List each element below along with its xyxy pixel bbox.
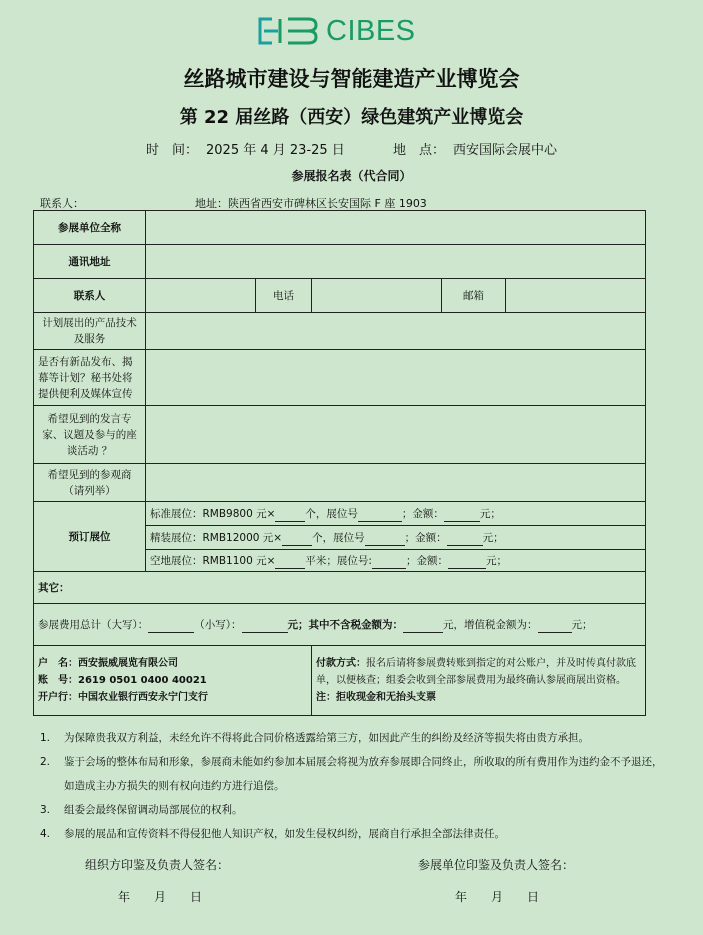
place-value: 西安国际会展中心 [452,143,557,158]
time-value: 2025 年 4 月 23-25 日 [206,143,345,158]
organizer-signature-label: 组织方印鉴及负责人签名： [85,858,230,872]
contact-label: 联系人： [40,197,84,210]
company-label: 参展单位全称 [34,211,146,245]
note-text: 参展的展品和宣传资料不得侵犯他人知识产权，如发生侵权纠纷，展商自行承担全部法律责任。 [64,828,505,840]
note-text: 为保障贵我双方利益，未经允许不得将此合同价格透露给第三方，如因此产生的纠纷及经济等损失将由贵方承担。 [64,732,589,744]
email-label: 邮箱 [442,279,506,313]
note-text: 组委会最终保留调动局部展位的权利。 [64,804,243,816]
email-field[interactable] [506,279,646,313]
registration-form [33,210,646,716]
booth-premium-amount[interactable] [447,533,483,546]
payment-label: 付款方式： [316,658,366,669]
payment-note: 注：拒收现金和无抬头支票 [316,692,436,703]
products-field[interactable] [146,313,646,350]
total-small-label: （小写）： [194,618,242,631]
visitors-field[interactable] [146,464,646,502]
list-item [40,726,670,750]
booth-premium-number[interactable] [365,533,405,546]
exhibitor-date: 年 月 日 [455,890,540,904]
booth-space-number[interactable] [372,556,406,569]
bank-label: 开户行： [38,692,78,703]
exhibitor-signature-label: 参展单位印鉴及负责人签名： [418,858,575,872]
contact-person-field[interactable] [146,279,256,313]
total-taxfree-field[interactable] [403,620,443,633]
company-field[interactable] [146,211,646,245]
note-text: 鉴于会场的整体布局和形象，参展商未能如约参加本届展会将视为放弃参展即合同终止，所收取的所有费用作为违约金不予退还，如造成主办方损失的则有权向违约方进行追偿。 [64,756,663,792]
total-uppercase-field[interactable] [148,620,194,633]
launch-field[interactable] [146,350,646,406]
booth-standard-text: 标准展位：RMB9800 元× [150,507,276,520]
organizer-date: 年 月 日 [118,890,203,904]
booth-premium-yuan: 元； [482,531,504,544]
address-label: 通讯地址 [34,245,146,279]
page-subtitle: 第 22 届丝路（西安）绿色建筑产业博览会 [179,107,524,128]
contact-person-label: 联系人 [34,279,146,313]
bank-name-label: 户 名： [38,658,78,669]
booth-space-qty[interactable] [275,556,305,569]
launch-label: 是否有新品发布、揭幕等计划？秘书处将提供便利及媒体宣传 [34,350,146,406]
booth-standard-amount[interactable] [444,509,480,522]
note-number: 4. [40,828,51,840]
visitors-label: 希望见到的参观商（请列举） [34,464,146,502]
speech-field[interactable] [146,406,646,464]
address-field[interactable] [146,245,646,279]
booking-label: 预订展位 [34,502,146,572]
booth-premium-qty[interactable] [282,533,312,546]
total-prefix: 参展费用总计（大写） [38,618,138,631]
list-item [40,798,670,822]
note-number: 2. [40,756,51,768]
products-label: 计划展出的产品技术及服务 [34,313,146,350]
terms-list [40,726,670,846]
bank-info [34,646,312,716]
list-item [40,750,670,798]
booth-standard-unit: 个，展位号 [305,507,358,520]
booth-premium-amount-label: ；金额： [404,531,447,544]
place-label: 地 点： [392,143,445,158]
speech-label: 希望见到的发言专家、议题及参与的座谈活动 ？ [34,406,146,464]
payment-info [312,646,646,716]
booth-standard-qty[interactable] [275,509,305,522]
booth-standard-number[interactable] [358,509,402,522]
other-label[interactable]: 其它： [34,572,646,604]
bank-branch: 中国农业银行西安永宁门支行 [78,692,208,703]
booth-space-row [146,550,646,572]
cibes-logo-icon [258,16,320,46]
total-tax-field[interactable] [538,620,572,633]
logo [258,14,416,48]
booth-space-amount[interactable] [448,556,486,569]
total-lowercase-field[interactable] [242,620,288,633]
page-title: 丝路城市建设与智能建造产业博览会 [183,67,520,91]
booth-space-unit: 平米；展位号: [305,554,372,567]
booth-standard-amount-label: ；金额： [401,507,444,520]
bank-account-name: 西安振威展览有限公司 [78,658,178,669]
booth-space-yuan: 元； [485,554,507,567]
form-title: 参展报名表（代合同） [291,169,412,183]
booth-space-text: 空地展位：RMB1100 元× [150,554,276,567]
total-tax-label: 元，增值税金额为： [443,618,538,631]
booth-standard-row [146,502,646,526]
logo-text: CIBES [326,14,416,47]
time-place-line [0,139,703,158]
booth-premium-row [146,526,646,550]
bank-account-number: 2619 0501 0400 40021 [78,675,207,686]
list-item [40,822,670,846]
total-yuan3: 元； [571,618,593,631]
note-number: 3. [40,804,51,816]
total-yuan1: 元 [287,618,298,631]
booth-standard-yuan: 元； [479,507,501,520]
note-number: 1. [40,732,51,744]
total-taxfree-label: ；其中不含税金额为： [298,618,403,631]
payment-text: 报名后请将参展费转账到指定的对公账户，并及时传真付款底单，以便核查；组委会收到全部参展费用为最终确认参展商展出资格。 [316,658,636,686]
office-address: 地址：陕西省西安市碑林区长安国际 F 座 1903 [195,197,427,210]
booth-space-amount-label: ；金额： [405,554,448,567]
booth-premium-unit: 个，展位号 [312,531,365,544]
time-label: 时 间： [146,143,199,158]
phone-label: 电话 [256,279,312,313]
phone-field[interactable] [312,279,442,313]
booth-premium-text: 精装展位：RMB12000 元× [150,531,283,544]
bank-account-label: 账 号： [38,675,78,686]
total-row: 参展费用总计（大写）： （小写）： 元；其中不含税金额为： 元，增值税金额为： 元； [34,604,646,646]
